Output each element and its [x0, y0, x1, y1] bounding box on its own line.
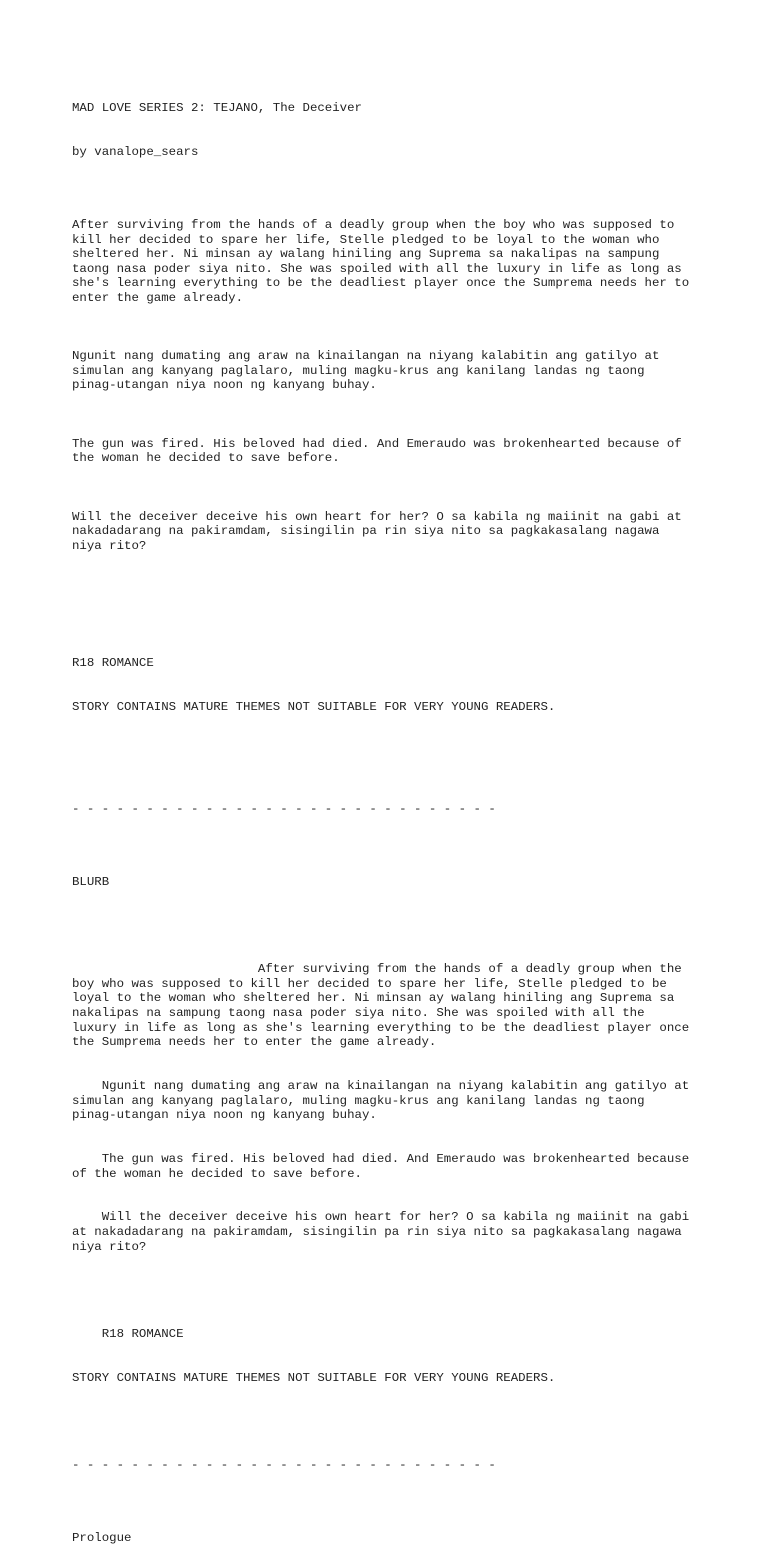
series-title: MAD LOVE SERIES 2: TEJANO, The Deceiver	[72, 101, 362, 116]
section-separator: - - - - - - - - - - - - - - - - - - - - - - - - - - - - -	[72, 1458, 496, 1473]
intro-paragraph: After surviving from the hands of a deadly group when the boy who was supposed to kill her decided to spare her life, Stelle pledged to be loyal to the woman who sheltered her. Ni minsan ay walang hiniling ang Suprema sa nakalipas na sampung taong nasa poder siya nito. She was spoiled with all the luxury in life as long as she's learning everything to be the deadliest player once the Sumprema needs her to enter the game already.	[72, 217, 690, 305]
intro-paragraph: Will the deceiver deceive his own heart for her? O sa kabila ng maiinit na gabi at nakadadarang na pakiramdam, sisingilin pa rin siya nito sa pagkakasalang nagawa niya rito?	[72, 509, 682, 553]
prologue-heading: Prologue	[72, 1531, 132, 1546]
rating-warning: STORY CONTAINS MATURE THEMES NOT SUITABLE FOR VERY YOUNG READERS.	[72, 699, 556, 714]
blurb-paragraph: After surviving from the hands of a deadly group when the boy who was supposed to kill her decided to spare her life, Stelle pledged to be loyal to the woman who sheltered her. Ni minsan ay walang hiniling ang Suprema sa nakalipas na sampung taong nasa poder siya nito. She was spoiled with all the luxury in life as long as she's learning everything to be the deadliest player once the Sumprema needs her to enter the game already.	[72, 962, 690, 1050]
blurb-paragraph: The gun was fired. His beloved had died. And Emeraudo was brokenhearted because of the woman he decided to save before.	[72, 1151, 690, 1181]
section-separator: - - - - - - - - - - - - - - - - - - - - - - - - - - - - -	[72, 801, 496, 816]
rating-label: R18 ROMANCE	[72, 655, 154, 670]
author-line: by vanalope_sears	[72, 144, 199, 159]
intro-paragraph: The gun was fired. His beloved had died. And Emeraudo was brokenhearted because of the woman he decided to save before.	[72, 436, 682, 466]
blurb-heading: BLURB	[72, 874, 110, 889]
blurb-paragraph: Ngunit nang dumating ang araw na kinailangan na niyang kalabitin ang gatilyo at simulan ang kanyang paglalaro, muling magku-krus ang kanilang landas ng taong pinag-utangan niya noon ng kanyang buhay.	[72, 1079, 690, 1123]
blurb-paragraph: Will the deceiver deceive his own heart for her? O sa kabila ng maiinit na gabi at nakadadarang na pakiramdam, sisingilin pa rin siya nito sa pagkakasalang nagawa niya rito?	[72, 1210, 690, 1254]
rating-label: R18 ROMANCE	[72, 1327, 184, 1342]
intro-paragraph: Ngunit nang dumating ang araw na kinailangan na niyang kalabitin ang gatilyo at simulan ang kanyang paglalaro, muling magku-krus ang kanilang landas ng taong pinag-utangan niya noon ng kanyang buhay.	[72, 349, 660, 393]
document-page	[72, 72, 712, 1561]
rating-warning: STORY CONTAINS MATURE THEMES NOT SUITABLE FOR VERY YOUNG READERS.	[72, 1370, 556, 1385]
